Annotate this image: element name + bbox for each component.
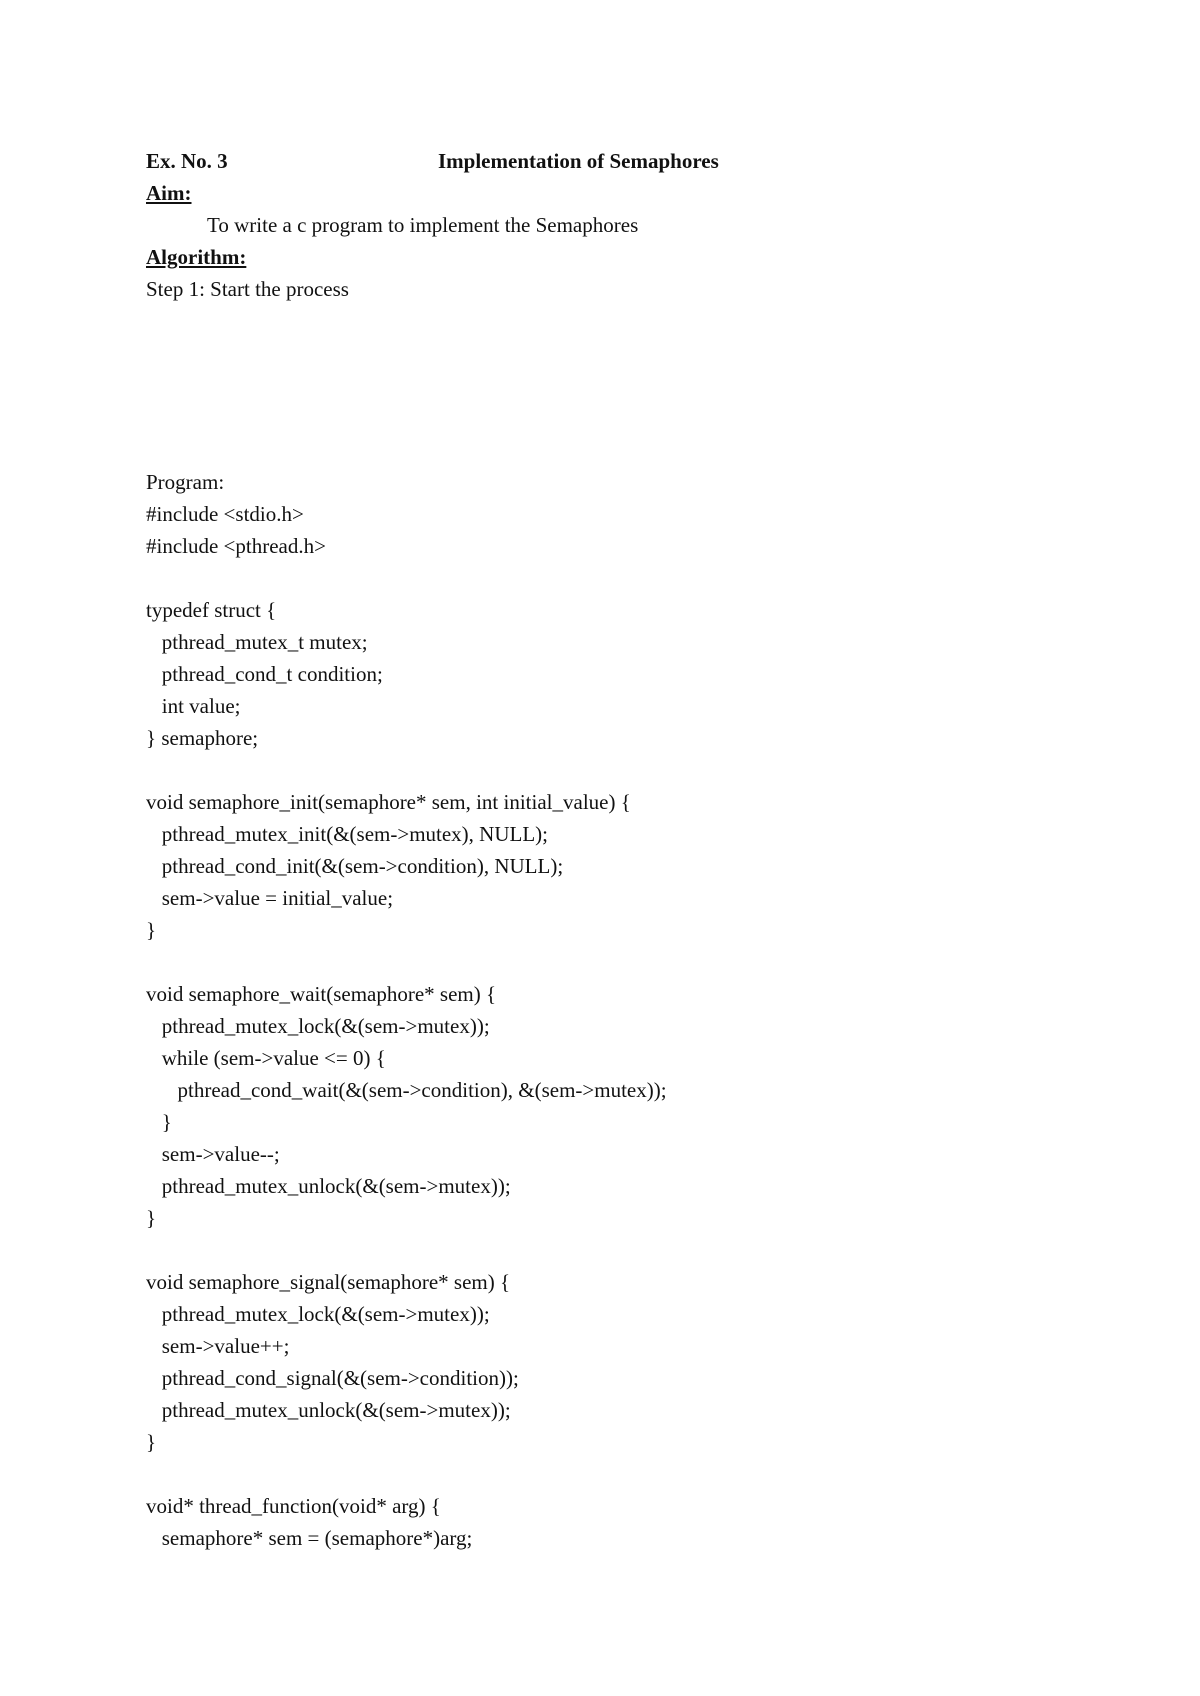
code-line (146, 1458, 1046, 1490)
code-line: pthread_mutex_t mutex; (146, 630, 368, 654)
algorithm-heading: Algorithm: (146, 245, 247, 269)
code-line: pthread_mutex_init(&(sem->mutex), NULL); (146, 822, 548, 846)
code-line: } (146, 1110, 172, 1134)
code-line: pthread_mutex_lock(&(sem->mutex)); (146, 1302, 490, 1326)
code-line: } (146, 1206, 157, 1230)
code-line: void semaphore_wait(semaphore* sem) { (146, 982, 497, 1006)
code-line: typedef struct { (146, 598, 277, 622)
code-line (146, 946, 1046, 978)
code-line: #include <pthread.h> (146, 534, 326, 558)
code-line: sem->value++; (146, 1334, 290, 1358)
document-title: Implementation of Semaphores (438, 149, 719, 173)
code-line: pthread_cond_t condition; (146, 662, 383, 686)
code-line (146, 754, 1046, 786)
code-line: pthread_mutex_unlock(&(sem->mutex)); (146, 1174, 511, 1198)
code-line: } (146, 918, 157, 942)
code-line: pthread_cond_wait(&(sem->condition), &(sem->mutex)); (146, 1078, 667, 1102)
code-line: semaphore* sem = (semaphore*)arg; (146, 1526, 473, 1550)
code-line: } (146, 1430, 157, 1454)
code-line: void semaphore_init(semaphore* sem, int initial_value) { (146, 790, 631, 814)
code-line: pthread_mutex_unlock(&(sem->mutex)); (146, 1398, 511, 1422)
code-line: #include <stdio.h> (146, 502, 304, 526)
code-line: sem->value = initial_value; (146, 886, 394, 910)
code-line: void semaphore_signal(semaphore* sem) { (146, 1270, 511, 1294)
code-line: int value; (146, 694, 241, 718)
code-line: void* thread_function(void* arg) { (146, 1494, 441, 1518)
document-header (146, 145, 846, 177)
program-label: Program: (146, 470, 225, 494)
code-line: pthread_mutex_lock(&(sem->mutex)); (146, 1014, 490, 1038)
code-line: sem->value--; (146, 1142, 280, 1166)
code-line: while (sem->value <= 0) { (146, 1046, 386, 1070)
code-line (146, 562, 1046, 594)
code-line: pthread_cond_signal(&(sem->condition)); (146, 1366, 519, 1390)
code-line (146, 1234, 1046, 1266)
algorithm-step-1: Step 1: Start the process (146, 277, 349, 301)
code-line: pthread_cond_init(&(sem->condition), NULL); (146, 854, 564, 878)
exercise-number: Ex. No. 3 (146, 149, 228, 173)
code-line: } semaphore; (146, 726, 259, 750)
program-code (146, 498, 1046, 1554)
aim-text: To write a c program to implement the Semaphores (207, 213, 639, 237)
aim-heading: Aim: (146, 181, 192, 205)
